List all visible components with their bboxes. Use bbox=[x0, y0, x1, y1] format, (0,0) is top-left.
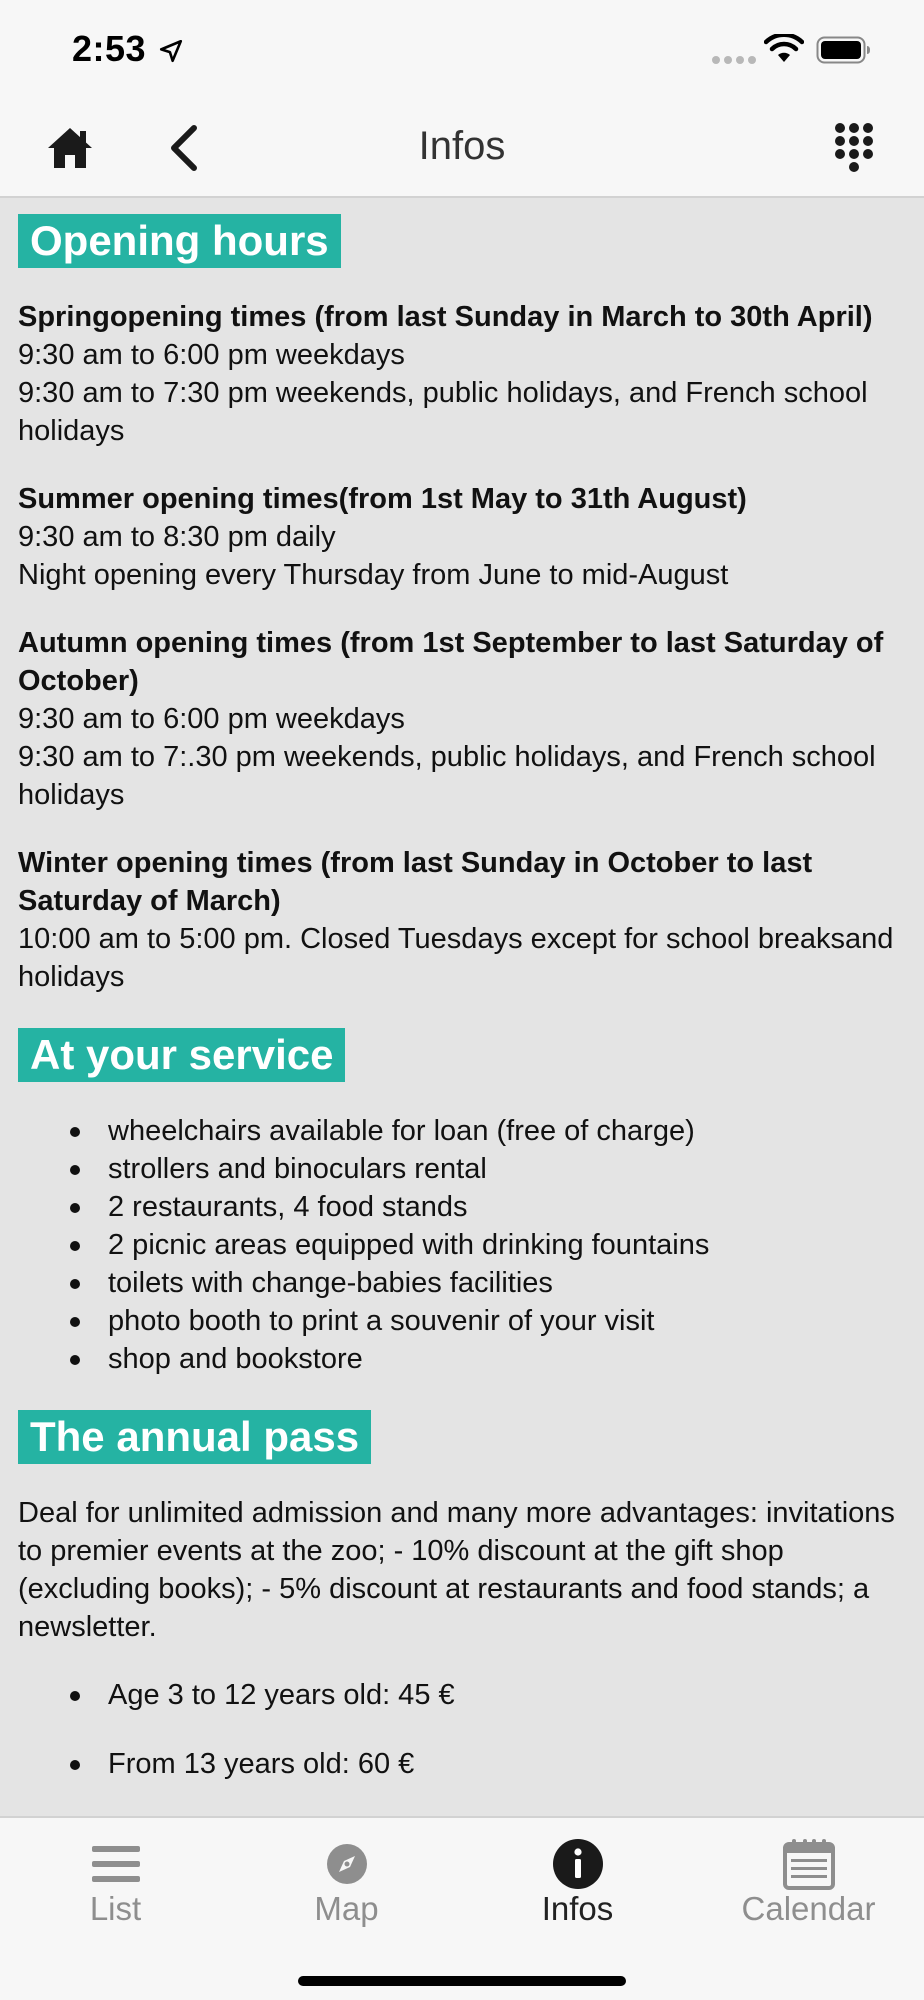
cellular-signal-icon bbox=[712, 56, 756, 64]
list-item: shop and bookstore bbox=[70, 1340, 906, 1378]
service-list bbox=[18, 1112, 906, 1378]
tab-list[interactable] bbox=[0, 1818, 231, 1948]
list-item: strollers and binoculars rental bbox=[70, 1150, 906, 1188]
price-item: Age 3 to 12 years old: 45 € bbox=[70, 1676, 906, 1714]
list-item: 2 restaurants, 4 food stands bbox=[70, 1188, 906, 1226]
location-arrow-icon bbox=[158, 38, 184, 64]
tab-label: Calendar bbox=[741, 1890, 876, 1927]
winter-hours-title: Winter opening times (from last Sunday in October to last Saturday of March) bbox=[18, 847, 813, 917]
list-icon bbox=[88, 1836, 144, 1892]
calendar-icon bbox=[781, 1836, 837, 1892]
page-title: Infos bbox=[418, 124, 506, 168]
spring-hours-block bbox=[18, 298, 906, 450]
tab-label: Map bbox=[314, 1890, 379, 1927]
service-section bbox=[18, 1028, 906, 1378]
tab-infos[interactable] bbox=[462, 1818, 693, 1948]
tab-map[interactable] bbox=[231, 1818, 462, 1948]
navigation-bar bbox=[0, 100, 924, 198]
spring-hours-title: Springopening times (from last Sunday in March to 30th April) bbox=[18, 301, 873, 333]
tab-calendar[interactable] bbox=[693, 1818, 924, 1948]
list-item: 2 picnic areas equipped with drinking fountains bbox=[70, 1226, 906, 1264]
summer-hours-block bbox=[18, 480, 906, 594]
autumn-hours-line: 9:30 am to 7:.30 pm weekends, public holidays, and French school holidays bbox=[18, 741, 876, 811]
autumn-hours-block bbox=[18, 624, 906, 814]
home-indicator[interactable] bbox=[298, 1976, 626, 1986]
section-heading-opening-hours: Opening hours bbox=[18, 214, 341, 268]
summer-hours-line: Night opening every Thursday from June to mid-August bbox=[18, 559, 729, 591]
compass-icon bbox=[319, 1836, 375, 1892]
annual-pass-section bbox=[18, 1410, 906, 1783]
winter-hours-block bbox=[18, 844, 906, 996]
info-icon bbox=[550, 1836, 606, 1892]
summer-hours-title: Summer opening times(from 1st May to 31th August) bbox=[18, 483, 747, 515]
autumn-hours-line: 9:30 am to 6:00 pm weekdays bbox=[18, 703, 405, 735]
section-heading-annual-pass: The annual pass bbox=[18, 1410, 371, 1464]
spring-hours-line: 9:30 am to 6:00 pm weekdays bbox=[18, 339, 405, 371]
battery-icon bbox=[816, 36, 872, 64]
autumn-hours-title: Autumn opening times (from 1st September to last Saturday of October) bbox=[18, 627, 884, 697]
tab-label: Infos bbox=[541, 1890, 614, 1927]
wifi-icon bbox=[764, 34, 804, 64]
winter-hours-line: 10:00 am to 5:00 pm. Closed Tuesdays except for school breaksand holidays bbox=[18, 923, 894, 993]
tab-label: List bbox=[89, 1890, 142, 1927]
list-item: wheelchairs available for loan (free of charge) bbox=[70, 1112, 906, 1150]
list-item: toilets with change-babies facilities bbox=[70, 1264, 906, 1302]
info-content[interactable] bbox=[0, 198, 924, 1816]
dialpad-grid-icon[interactable] bbox=[832, 122, 876, 174]
status-time: 2:53 bbox=[72, 28, 147, 69]
annual-pass-description: Deal for unlimited admission and many more advantages: invitations to premier events at the zoo; - 10% discount at the gift shop (excluding books); - 5% discount at restaurants and food stands; a newsletter. bbox=[18, 1497, 895, 1643]
annual-pass-prices bbox=[18, 1676, 906, 1783]
tab-bar bbox=[0, 1816, 924, 2000]
price-item: From 13 years old: 60 € bbox=[70, 1745, 906, 1783]
spring-hours-line: 9:30 am to 7:30 pm weekends, public holidays, and French school holidays bbox=[18, 377, 868, 447]
section-heading-service: At your service bbox=[18, 1028, 345, 1082]
opening-hours-section bbox=[18, 214, 906, 996]
list-item: photo booth to print a souvenir of your visit bbox=[70, 1302, 906, 1340]
status-bar bbox=[0, 0, 924, 100]
summer-hours-line: 9:30 am to 8:30 pm daily bbox=[18, 521, 336, 553]
